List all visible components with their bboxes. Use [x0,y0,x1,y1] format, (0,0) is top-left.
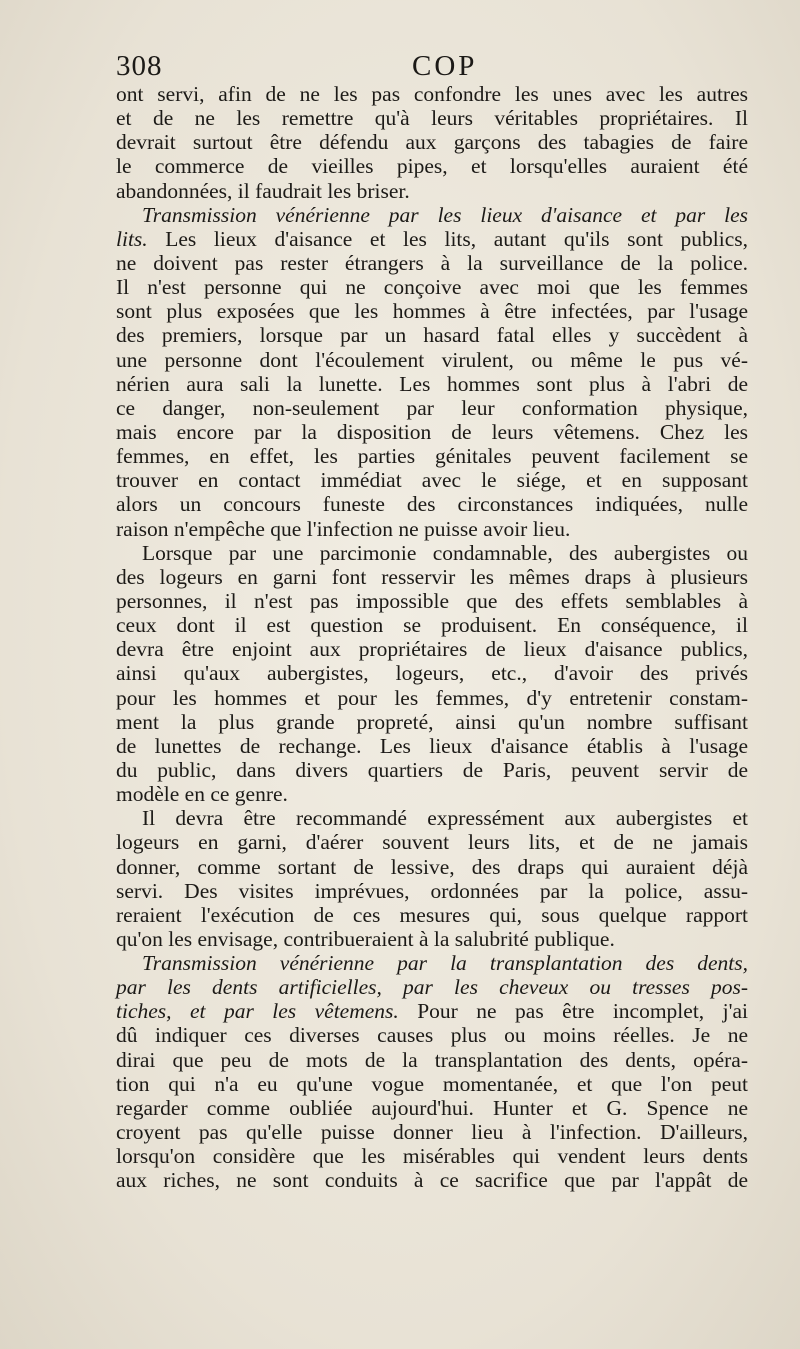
page-header [116,50,752,84]
text-line [116,855,748,879]
line-text: logeurs en garni, d'aérer souvent leurs lits, et de ne jamais [116,830,748,855]
text-line [116,975,748,999]
text-line [116,420,748,444]
line-text: qu'on les envisage, contribueraient à la salubrité publique. [116,926,615,951]
italic-heading-text: par les dents artificielles, par les cheveux ou tresses pos- [116,975,748,1000]
line-text: femmes, en effet, les parties génitales peuvent facilement se [116,444,748,469]
text-line [116,565,748,589]
text-line [116,589,748,613]
line-text: aux riches, ne sont conduits à ce sacrifice que par l'appât de [116,1168,748,1193]
line-text: trouver en contact immédiat avec le siége, et en supposant [116,468,748,493]
line-text: sont plus exposées que les hommes à être infectées, par l'usage [116,299,748,324]
italic-heading-text: Transmission vénérienne par la transplantation des dents, [142,951,748,976]
line-text: ment la plus grande propreté, ainsi qu'un nombre suffisant [116,709,748,734]
line-text: ne doivent pas rester étrangers à la surveillance de la police. [116,250,748,275]
text-line [116,927,748,951]
text-line [116,1072,748,1096]
text-line [116,444,748,468]
text-line [116,637,748,661]
text-line [116,251,748,275]
text-line [116,1144,748,1168]
text-line [116,299,748,323]
line-text: raison n'empêche que l'infection ne puisse avoir lieu. [116,516,571,541]
text-line [116,1096,748,1120]
text-line [116,806,748,830]
line-text: pour les hommes et pour les femmes, d'y entretenir constam- [116,685,748,710]
text-line [116,106,748,130]
line-text: des premiers, lorsque par un hasard fatal elles y succèdent à [116,323,748,348]
body-text [116,82,748,1192]
line-text: nérien aura sali la lunette. Les hommes sont plus à l'abri de [116,371,748,396]
line-text: Il devra être recommandé expressément aux aubergistes et [142,806,748,831]
text-line [116,82,748,106]
line-text: et de ne les remettre qu'à leurs véritables propriétaires. Il [116,106,748,131]
text-line [116,879,748,903]
text-line [116,468,748,492]
text-line [116,517,748,541]
text-line [116,179,748,203]
line-text: une personne dont l'écoulement virulent, ou même le pus vé- [116,347,748,372]
line-text: du public, dans divers quartiers de Paris, peuvent servir de [116,757,748,782]
line-text: ainsi qu'aux aubergistes, logeurs, etc., d'avoir des privés [116,661,748,686]
page-number: 308 [116,50,163,82]
text-line [116,348,748,372]
text-line [116,686,748,710]
text-line [116,541,748,565]
text-line [116,903,748,927]
line-text: dû indiquer ces diverses causes plus ou moins réelles. Je ne [116,1023,748,1048]
line-text: Lorsque par une parcimonie condamnable, des aubergistes ou [142,540,748,565]
text-line [116,227,748,251]
line-text: regarder comme oubliée aujourd'hui. Hunter et G. Spence ne [116,1095,748,1120]
line-text: devra être enjoint aux propriétaires de lieux d'aisance publics, [116,637,748,662]
line-text: personnes, il n'est pas impossible que des effets semblables à [116,588,748,613]
line-text: devrait surtout être défendu aux garçons des tabagies de faire [116,130,748,155]
text-line [116,782,748,806]
line-text: de lunettes de rechange. Les lieux d'aisance établis à l'usage [116,733,748,758]
text-line [116,154,748,178]
text-line [116,372,748,396]
text-line [116,203,748,227]
text-line [116,396,748,420]
running-head: COP [412,50,478,82]
text-line [116,1048,748,1072]
italic-heading-text: tiches, et par les vêtemens. [116,999,399,1024]
line-text: le commerce de vieilles pipes, et lorsqu'elles auraient été [116,154,748,179]
text-line [116,734,748,758]
text-line [116,1120,748,1144]
line-text: abandonnées, il faudrait les briser. [116,178,410,203]
line-text: croyent pas qu'elle puisse donner lieu à l'infection. D'ailleurs, [116,1120,748,1145]
line-text: ont servi, afin de ne les pas confondre les unes avec les autres [116,82,748,106]
text-line [116,1168,748,1192]
line-text: donner, comme sortant de lessive, des draps qui auraient déjà [116,854,748,879]
text-line [116,275,748,299]
line-text: modèle en ce genre. [116,782,288,807]
text-line [116,999,748,1023]
text-line [116,758,748,782]
text-line [116,492,748,516]
line-text: Il n'est personne qui ne conçoive avec moi que les femmes [116,275,748,300]
line-text: ceux dont il est question se produisent. En conséquence, il [116,613,748,638]
text-line [116,613,748,637]
text-line [116,830,748,854]
line-text: lorsqu'on considère que les misérables qui vendent leurs dents [116,1144,748,1169]
line-text: servi. Des visites imprévues, ordonnées par la police, assu- [116,878,748,903]
text-line [116,323,748,347]
line-text: reraient l'exécution de ces mesures qui, sous quelque rapport [116,902,748,927]
italic-heading-text: Transmission vénérienne par les lieux d'aisance et par les [142,202,748,227]
italic-heading-text: lits. [116,226,148,251]
text-line [116,661,748,685]
line-text: des logeurs en garni font resservir les mêmes draps à plusieurs [116,564,748,589]
line-text: Pour ne pas être incomplet, j'ai [398,999,748,1024]
text-line [116,1023,748,1047]
line-text: alors un concours funeste des circonstances indiquées, nulle [116,492,748,517]
text-line [116,710,748,734]
line-text: mais encore par la disposition de leurs vêtemens. Chez les [116,419,748,444]
line-text: ce danger, non-seulement par leur conformation physique, [116,395,748,420]
line-text: tion qui n'a eu qu'une vogue momentanée, et que l'on peut [116,1071,748,1096]
text-line [116,130,748,154]
line-text: dirai que peu de mots de la transplantation des dents, opéra- [116,1047,748,1072]
text-line [116,951,748,975]
line-text: Les lieux d'aisance et les lits, autant qu'ils sont publics, [147,226,748,251]
